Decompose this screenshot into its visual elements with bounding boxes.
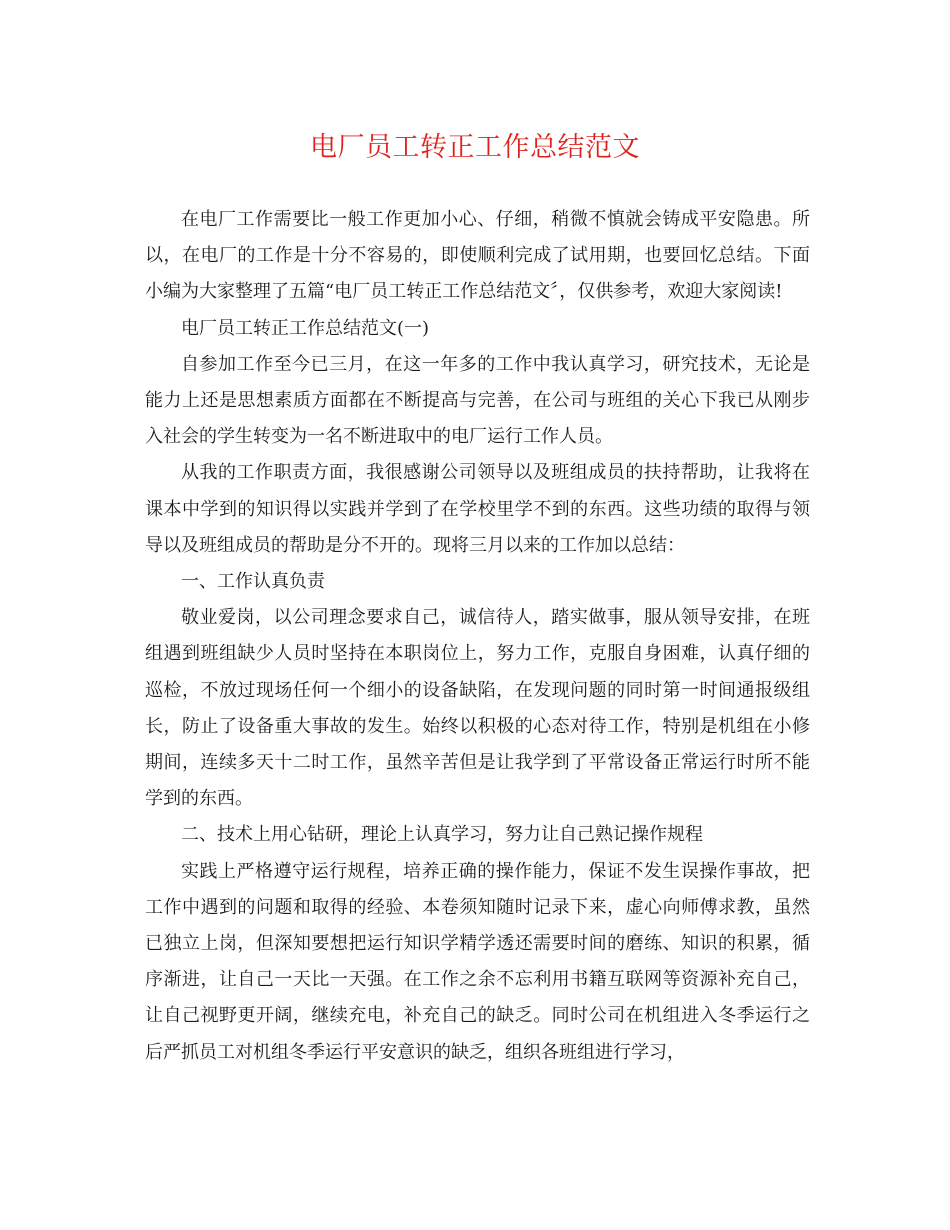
body-paragraph: 自参加工作至今已三月，在这一年多的工作中我认真学习，研究技术，无论是能力上还是思想素质方面都在不断提高与完善，在公司与班组的关心下我已从刚步入社会的学生转变为一名不断进取中的电厂运行工作人员。 <box>145 353 810 448</box>
intro-paragraph: 在电厂工作需要比一般工作更加小心、仔细，稍微不慎就会铸成平安隐患。所以，在电厂的工作是十分不容易的，即使顺利完成了试用期，也要回忆总结。下面小编为大家整理了五篇“电厂员工转正工作总结范文〞，仅供参考，欢迎大家阅读! <box>145 209 810 303</box>
body-paragraph: 实践上严格遵守运行规程，培养正确的操作能力，保证不发生误操作事故，把工作中遇到的问题和取得的经验、本卷须知随时记录下来，虚心向师傅求教，虽然已独立上岗，但深知要想把运行知识学精学透还需要时间的磨练、知识的积累，循序渐进，让自己一天比一天强。在工作之余不忘利用书籍互联网等资源补充自己，让自己视野更开阔，继续充电，补充自己的缺乏。同时公司在机组进入冬季运行之后严抓员工对机组冬季运行平安意识的缺乏，组织各班组进行学习， <box>145 860 810 1063</box>
subheading: 二、技术上用心钻研，理论上认真学习，努力让自己熟记操作规程 <box>181 824 703 846</box>
document-title: 电厂员工转正工作总结范文 <box>310 132 640 163</box>
subheading: 一、工作认真负责 <box>181 571 325 593</box>
body-paragraph: 从我的工作职责方面，我很感谢公司领导以及班组成员的扶持帮助，让我将在课本中学到的知识得以实践并学到了在学校里学不到的东西。这些功绩的取得与领导以及班组成员的帮助是分不开的。现将三月以来的工作加以总结： <box>145 462 810 556</box>
body-paragraph: 敬业爱岗，以公司理念要求自己，诚信待人，踏实做事，服从领导安排，在班组遇到班组缺少人员时坚持在本职岗位上，努力工作，克服自身困难，认真仔细的巡检，不放过现场任何一个细小的设备缺陷，在发现问题的同时第一时间通报级组长，防止了设备重大事故的发生。始终以积极的心态对待工作，特别是机组在小修期间，连续多天十二时工作，虽然辛苦但是让我学到了平常设备正常运行时所不能学到的东西。 <box>145 607 810 810</box>
section-title: 电厂员工转正工作总结范文(一) <box>181 317 430 339</box>
document-body <box>145 202 810 1071</box>
